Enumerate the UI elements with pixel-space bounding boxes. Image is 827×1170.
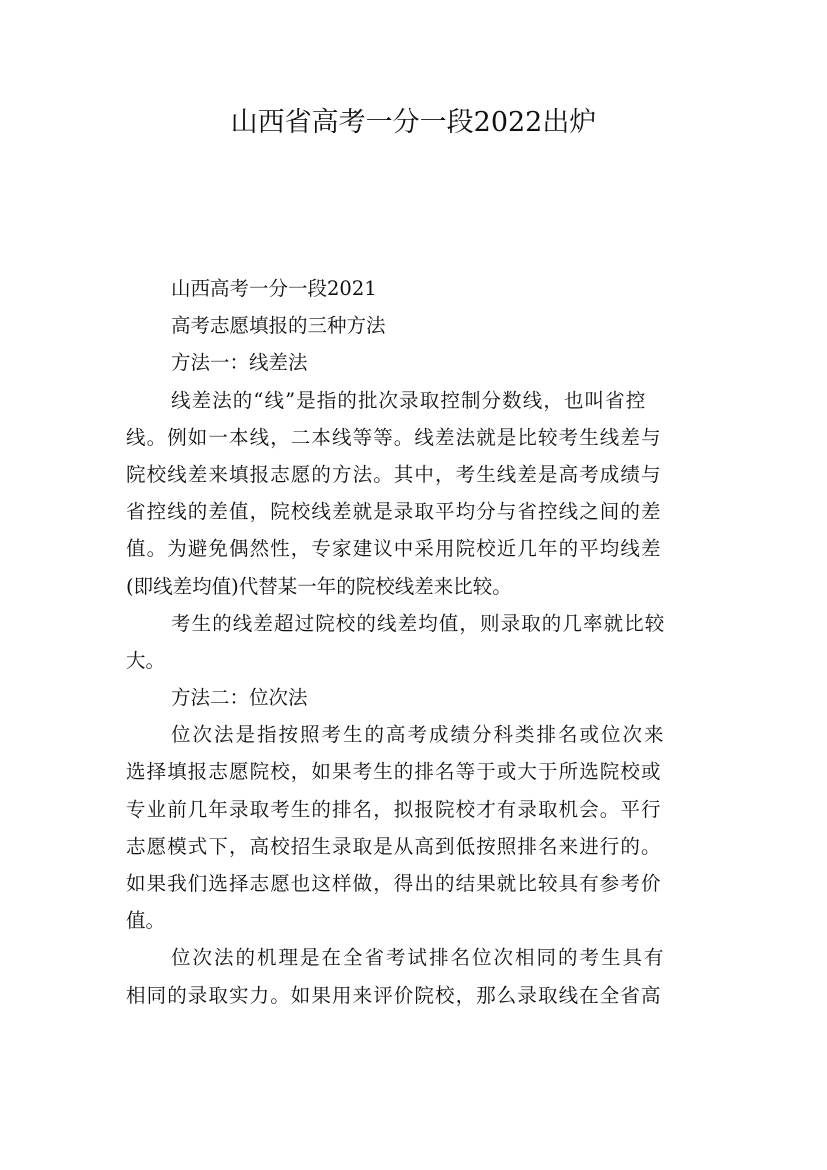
text-line-19: 位次法的机理是在全省考试排名位次相同的考生具有 — [171, 946, 666, 970]
text-line-18: 值。 — [126, 909, 166, 933]
text-line-9: (即线差均值)代替某一年的院校线差来比较。 — [126, 574, 512, 598]
text-line-12: 方法二：位次法 — [171, 686, 308, 710]
text-line-6: 院校线差来填报志愿的方法。其中，考生线差是高考成绩与 — [126, 462, 662, 486]
text-line-2: 高考志愿填报的三种方法 — [171, 314, 386, 338]
document-title: 山西省高考一分一段2022出炉 — [230, 107, 597, 138]
text-line-8: 值。为避免偶然性，专家建议中采用院校近几年的平均线差 — [126, 537, 662, 561]
text-line-15: 专业前几年录取考生的排名，拟报院校才有录取机会。平行 — [126, 797, 662, 821]
text-line-1: 山西高考一分一段2021 — [171, 277, 377, 300]
text-line-17: 如果我们选择志愿也这样做，得出的结果就比较具有参考价 — [126, 872, 662, 895]
text-line-13: 位次法是指按照考生的高考成绩分科类排名或位次来 — [171, 723, 666, 747]
text-line-11: 大。 — [126, 648, 166, 672]
text-line-14: 选择填报志愿院校，如果考生的排名等于或大于所选院校或 — [126, 760, 662, 784]
text-line-16: 志愿模式下，高校招生录取是从高到低按照排名来进行的。 — [126, 834, 662, 858]
text-line-10: 考生的线差超过院校的线差均值，则录取的几率就比较 — [171, 611, 666, 635]
text-line-5: 线。例如一本线，二本线等等。线差法就是比较考生线差与 — [126, 425, 662, 449]
text-line-20: 相同的录取实力。如果用来评价院校，那么录取线在全省高 — [126, 983, 662, 1007]
document-body — [126, 270, 712, 1014]
text-line-7: 省控线的差值，院校线差就是录取平均分与省控线之间的差 — [126, 500, 662, 524]
text-line-3: 方法一：线差法 — [171, 351, 308, 375]
text-line-4: 线差法的“线”是指的批次录取控制分数线，也叫省控 — [171, 388, 647, 412]
